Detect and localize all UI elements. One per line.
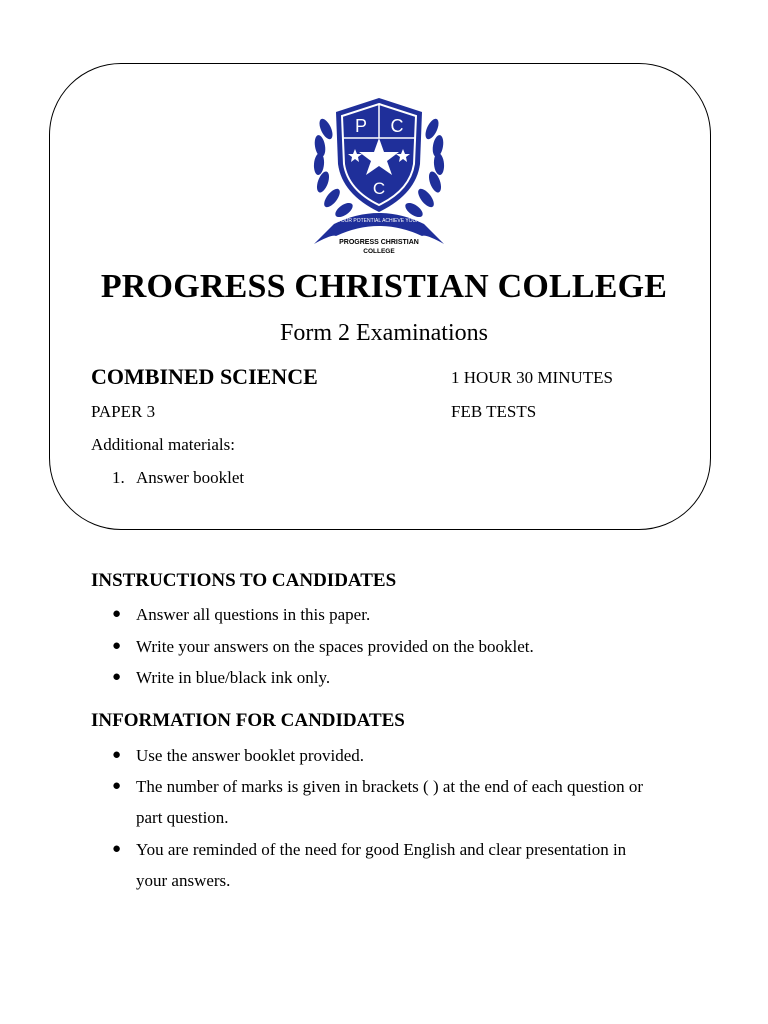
information-text: Use the answer booklet provided. <box>136 746 365 765</box>
bullet-icon: ● <box>112 669 122 685</box>
motto-text: UNLOCK YOUR POTENTIAL ACHIEVE YOUR DREAMS <box>315 218 443 224</box>
subject-title: COMBINED SCIENCE <box>91 364 318 389</box>
college-name: PROGRESS CHRISTIAN COLLEGE <box>100 268 668 305</box>
instruction-text: Answer all questions in this paper. <box>136 605 371 624</box>
information-text: The number of marks is given in brackets ( ) at the end of each question or part question. <box>136 777 644 827</box>
information-heading: INFORMATION FOR CANDIDATES <box>91 710 405 731</box>
materials-label: Additional materials: <box>91 435 235 454</box>
information-text: You are reminded of the need for good English and clear presentation in your answers. <box>136 840 627 890</box>
instructions-heading: INSTRUCTIONS TO CANDIDATES <box>91 570 397 591</box>
crest-letter-c-bottom: C <box>372 179 386 198</box>
information-item <box>112 834 652 896</box>
crest-name-line1: PROGRESS CHRISTIAN <box>339 239 419 246</box>
bullet-icon: ● <box>112 778 122 794</box>
college-crest-logo <box>304 94 454 256</box>
information-item <box>112 771 652 833</box>
crest-letter-c-top: C <box>390 116 404 136</box>
bullet-icon: ● <box>112 638 122 654</box>
bullet-icon: ● <box>112 747 122 763</box>
instruction-item <box>112 599 672 630</box>
crest-letter-p: P <box>354 116 368 136</box>
instruction-text: Write your answers on the spaces provided on the booklet. <box>136 637 534 656</box>
bullet-icon: ● <box>112 841 122 857</box>
material-number: 1. <box>112 468 125 487</box>
instruction-item <box>112 662 672 693</box>
bullet-icon: ● <box>112 606 122 622</box>
exam-term: FEB TESTS <box>451 402 537 421</box>
exam-name: Form 2 Examinations <box>280 320 488 346</box>
crest-name-line2: COLLEGE <box>363 248 395 255</box>
material-text: Answer booklet <box>136 468 245 487</box>
exam-duration: 1 HOUR 30 MINUTES <box>451 368 613 387</box>
instruction-text: Write in blue/black ink only. <box>136 668 331 687</box>
instruction-item <box>112 631 672 662</box>
paper-number: PAPER 3 <box>91 402 156 421</box>
information-item <box>112 740 672 771</box>
material-item <box>112 468 244 488</box>
